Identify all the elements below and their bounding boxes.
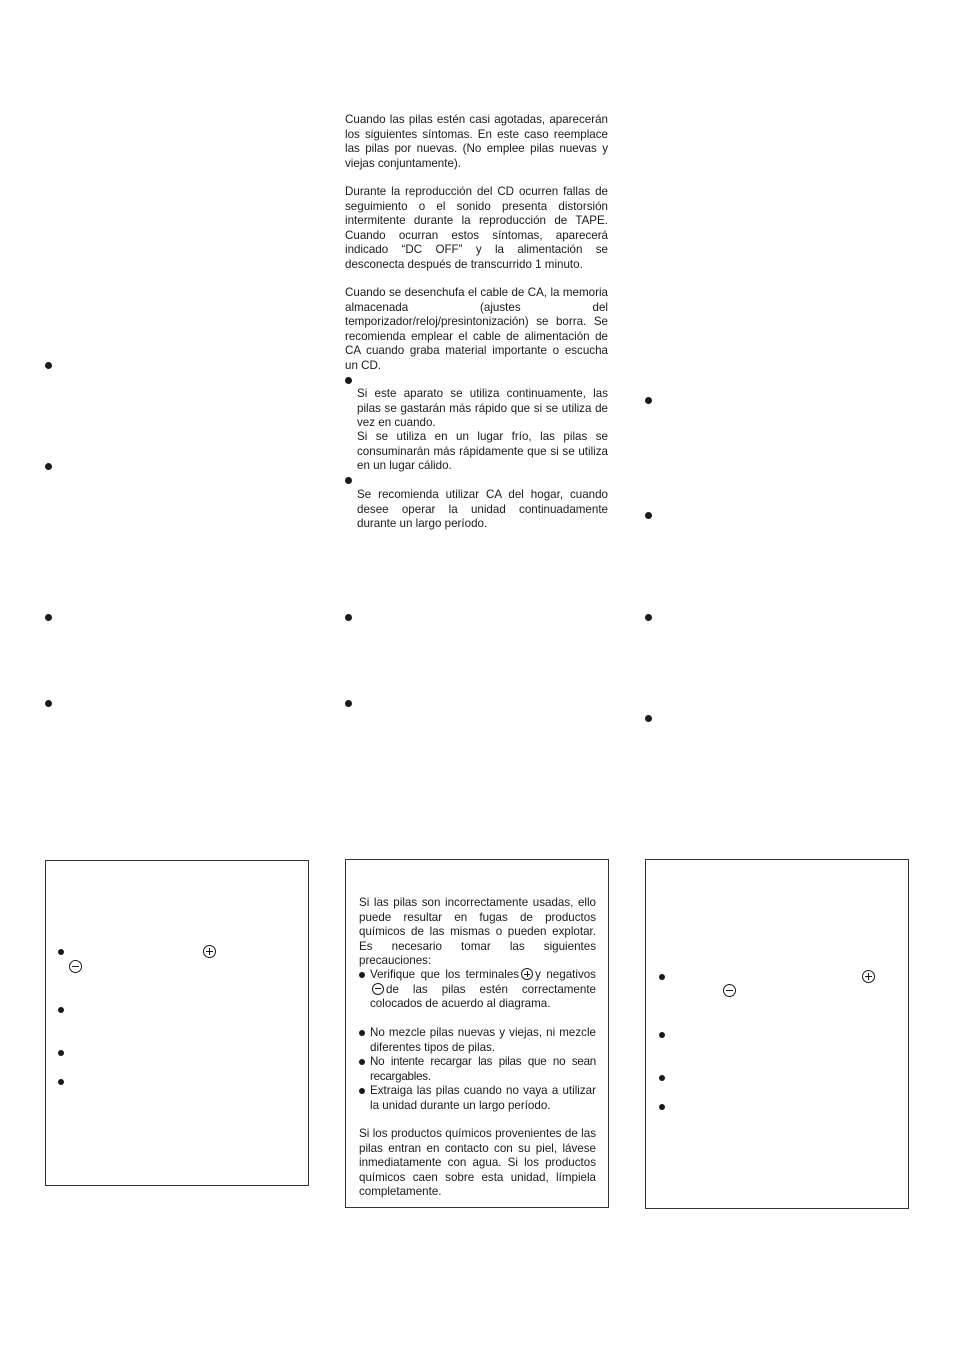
caution-box-left (45, 860, 309, 1186)
bullet-right-1 (645, 397, 652, 404)
minus-terminal-icon (69, 960, 82, 973)
box-left-bullet-3 (58, 1050, 64, 1056)
bullet-right-4 (645, 715, 652, 722)
note-household-ac: Se recomienda utilizar CA del hogar, cuando desee operar la unidad continuadamente durante un largo período. (357, 488, 608, 530)
caution-item1-c: de las pilas estén correctamente colocados de acuerdo al diagrama. (370, 982, 596, 1010)
caution-bullet (359, 1059, 365, 1065)
plus-terminal-icon (862, 970, 875, 983)
note-cold-place: Si se utiliza en un lugar frío, las pilas se consuminarán más rápidamente que si se utiliza en un lugar cálido. (357, 430, 608, 472)
box-left-bullet-2 (58, 1007, 64, 1013)
caution-box-middle (345, 859, 609, 1208)
bullet-left-2 (45, 463, 52, 470)
box-left-bullet-1 (58, 949, 64, 955)
bullet-mid-4 (345, 700, 352, 707)
note-continuous-use: Si este aparato se utiliza continuamente, las pilas se gastarán más rápido que si se utiliza de vez en cuando. (357, 387, 608, 429)
box-left-bullet-4 (58, 1079, 64, 1085)
caution-item-remove (359, 1084, 596, 1113)
box-right-bullet-2 (659, 1032, 665, 1038)
caution-intro: Si las pilas son incorrectamente usadas, ello puede resultar en fugas de productos químicos de las mismas o pueden explotar. Es necesario tomar las siguientes precauciones: (359, 896, 596, 967)
dc-off-paragraph: Durante la reproducción del CD ocurren fallas de seguimiento o el sonido presenta distorsión intermitente durante la reproducción de TAPE. Cuando ocurran estos síntomas, aparecerá indicado “DC OFF” y la alimentación se desconecta después de transcurrido 1 minuto. (345, 185, 608, 271)
caution-item-terminals (359, 968, 596, 1012)
caution-item4-text: Extraiga las pilas cuando no vaya a utilizar la unidad durante un largo período. (370, 1084, 596, 1112)
caution-item1-a: Verifique que los terminales (370, 968, 520, 981)
caution-bullet (359, 1030, 365, 1036)
caution-item2-text: No mezcle pilas nuevas y viejas, ni mezcle diferentes tipos de pilas. (370, 1026, 596, 1054)
bullet-left-4 (45, 700, 52, 707)
caution-item1-b: y negativos (535, 968, 596, 981)
box-right-bullet-4 (659, 1104, 665, 1110)
caution-outro: Si los productos químicos provenientes de las pilas entran en contacto con su piel, lávese inmediatamente con agua. Si los productos químicos caen sobre esta unidad, límpiela completamente. (359, 1127, 596, 1198)
plus-terminal-icon (203, 945, 216, 958)
caution-bullet (359, 972, 365, 978)
minus-terminal-icon (723, 984, 736, 997)
caution-bullet (359, 1088, 365, 1094)
bullet-mid-note-2 (345, 477, 352, 484)
memory-paragraph: Cuando se desenchufa el cable de CA, la memoria almacenada (ajustes del temporizador/reloj/presintonización) se borra. Se recomienda emplear el cable de alimentación de CA cuando graba material importante o escucha un CD. (345, 286, 608, 372)
bullet-mid-3 (345, 614, 352, 621)
bullet-left-1 (45, 362, 52, 369)
minus-terminal-icon (372, 983, 384, 995)
caution-item3-text: No intente recargar las pilas que no sean recargables. (370, 1055, 596, 1083)
plus-terminal-icon (521, 968, 533, 980)
box-right-bullet-1 (659, 974, 665, 980)
caution-item-mix (359, 1026, 596, 1055)
bullet-right-2 (645, 512, 652, 519)
caution-item-recharge (359, 1055, 596, 1084)
box-right-bullet-3 (659, 1075, 665, 1081)
bullet-left-3 (45, 614, 52, 621)
caution-box-right (645, 859, 909, 1209)
bullet-right-3 (645, 614, 652, 621)
bullet-mid-note-1 (345, 377, 352, 384)
battery-low-paragraph: Cuando las pilas estén casi agotadas, aparecerán los siguientes síntomas. En este caso reemplace las pilas por nuevas. (No emplee pilas nuevas y viejas conjuntamente). (345, 113, 608, 170)
